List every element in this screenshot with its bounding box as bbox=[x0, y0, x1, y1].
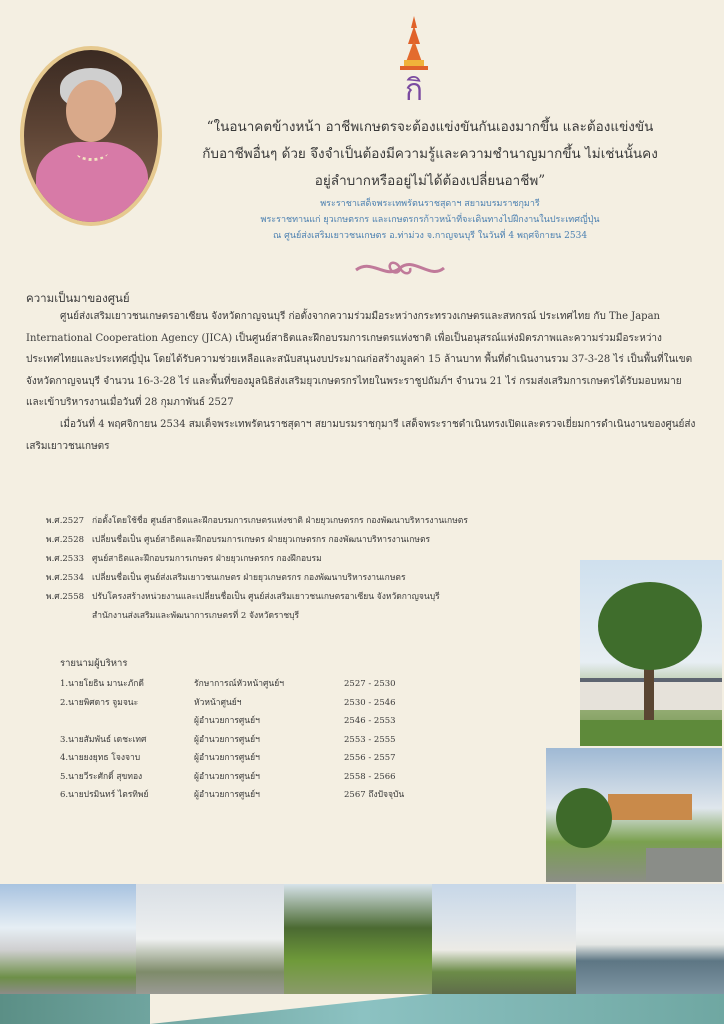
quote-line: อยู่ลำบากหรืออยู่ไม่ได้ต้องเปลี่ยนอาชีพ” bbox=[314, 173, 546, 189]
timeline-item bbox=[46, 531, 606, 550]
timeline-continuation: สำนักงานส่งเสริมและพัฒนาการเกษตรที่ 2 จังหวัดราชบุรี bbox=[92, 611, 300, 621]
admin-role: รักษาการณ์หัวหน้าศูนย์ฯ bbox=[194, 679, 284, 689]
admin-period: 2556 - 2557 bbox=[344, 753, 396, 763]
campus-photo-garden bbox=[284, 884, 432, 994]
admin-period: 2567 ถึงปัจจุบัน bbox=[344, 790, 405, 800]
tree-photo bbox=[580, 560, 722, 746]
admin-name: 1.นายโยธิน มานะภักดี bbox=[60, 679, 144, 689]
history-body bbox=[26, 306, 696, 457]
timeline-year: พ.ศ.2528 bbox=[46, 535, 85, 545]
credit-line: พระราชาเสด็จพระเทพรัตนราชสุดาฯ สยามบรมราชกุมารี bbox=[320, 199, 540, 209]
campus-photo-flags bbox=[0, 884, 136, 994]
admin-role: ผู้อำนวยการศูนย์ฯ bbox=[194, 716, 260, 726]
timeline-year: พ.ศ.2558 bbox=[46, 592, 85, 602]
campus-photo-pond bbox=[576, 884, 724, 994]
admin-row bbox=[60, 768, 454, 787]
admin-period: 2546 - 2553 bbox=[344, 716, 396, 726]
timeline-year: พ.ศ.2533 bbox=[46, 554, 85, 564]
credit-line: พระราชทานแก่ ยุวเกษตรกร และเกษตรกรก้าวหน้าที่จะเดินทางไปฝึกงานในประเทศญี่ปุ่น bbox=[260, 215, 600, 225]
timeline-text: เปลี่ยนชื่อเป็น ศูนย์สาธิตและฝึกอบรมการเกษตร ฝ่ายยุวเกษตรกร กองพัฒนาบริหารงานเกษตร bbox=[92, 535, 431, 545]
building-palm-photo bbox=[546, 748, 722, 882]
history-paragraph: เมื่อวันที่ 4 พฤศจิกายน 2534 สมเด็จพระเทพรัตนราชสุดาฯ สยามบรมราชกุมารี เสด็จพระราชดำเนินทรงเปิดและตรวจเยี่ยมการดำเนินงานของศูนย์ส่งเสริมเยาวชนเกษตร bbox=[26, 418, 696, 452]
admins-title: รายนามผู้บริหาร bbox=[60, 658, 128, 669]
admin-role: ผู้อำนวยการศูนย์ฯ bbox=[194, 734, 260, 745]
timeline-text: ปรับโครงสร้างหน่วยงานและเปลี่ยนชื่อเป็น ศูนย์ส่งเสริมเยาวชนเกษตรอาเซียน จังหวัดกาญจนบุรี bbox=[92, 592, 440, 602]
admin-row bbox=[60, 749, 454, 768]
admin-name: 5.นายวีระศักดิ์ สุขทอง bbox=[60, 771, 143, 782]
quote-credit bbox=[160, 196, 700, 244]
timeline-text: เปลี่ยนชื่อเป็น ศูนย์ส่งเสริมเยาวชนเกษตร ฝ่ายยุวเกษตรกร กองพัฒนาบริหารงานเกษตร bbox=[92, 573, 406, 583]
admin-period: 2530 - 2546 bbox=[344, 697, 396, 708]
timeline-list bbox=[46, 512, 606, 626]
quote-line: “ในอนาคตข้างหน้า อาชีพเกษตรจะต้องแข่งขันกันเองมากขึ้น และต้องแข่งขัน bbox=[206, 119, 654, 135]
admin-row bbox=[60, 694, 454, 713]
admins-list bbox=[60, 675, 454, 805]
decorative-swirl-icon bbox=[352, 254, 448, 284]
admin-role: หัวหน้าศูนย์ฯ bbox=[194, 697, 242, 708]
timeline-item bbox=[46, 512, 606, 531]
bottom-band bbox=[0, 994, 724, 1024]
timeline-year: พ.ศ.2534 bbox=[46, 573, 85, 583]
admin-row bbox=[60, 731, 454, 750]
timeline-year: พ.ศ.2527 bbox=[46, 516, 85, 526]
credit-line: ณ ศูนย์ส่งเสริมเยาวชนเกษตร อ.ท่าม่วง จ.กาญจนบุรี ในวันที่ 4 พฤศจิกายน 2534 bbox=[272, 231, 588, 241]
admin-name: 4.นายยงยุทธ โจงจาบ bbox=[60, 753, 141, 763]
admin-row bbox=[60, 712, 454, 731]
portrait-photo bbox=[20, 46, 162, 226]
admin-name: 6.นายปรมินทร์ ไตรทิพย์ bbox=[60, 790, 149, 800]
timeline-text: ก่อตั้งโดยใช้ชื่อ ศูนย์สาธิตและฝึกอบรมการเกษตรแห่งชาติ ฝ่ายยุวเกษตรกร กองพัฒนาบริหารงานเกษตร bbox=[92, 516, 468, 526]
quote-line: กับอาชีพอื่นๆ ด้วย จึงจำเป็นต้องมีความรู้และความชำนาญมากขึ้น ไม่เช่นนั้นคง bbox=[202, 146, 658, 162]
emblem-monogram: กิ bbox=[404, 73, 424, 108]
admin-period: 2558 - 2566 bbox=[344, 771, 396, 782]
history-title: ความเป็นมาของศูนย์ bbox=[26, 291, 130, 305]
campus-photo-hall bbox=[432, 884, 576, 994]
admin-period: 2527 - 2530 bbox=[344, 679, 396, 689]
royal-quote bbox=[160, 114, 700, 195]
admin-role: ผู้อำนวยการศูนย์ฯ bbox=[194, 790, 260, 800]
admin-name bbox=[60, 712, 194, 731]
admin-role: ผู้อำนวยการศูนย์ฯ bbox=[194, 771, 260, 782]
timeline-text: ศูนย์สาธิตและฝึกอบรมการเกษตร ฝ่ายยุวเกษตรกร กองฝึกอบรม bbox=[92, 554, 322, 564]
timeline-item bbox=[46, 569, 606, 588]
admin-row bbox=[60, 675, 454, 694]
history-paragraph: ศูนย์ส่งเสริมเยาวชนเกษตรอาเซียน จังหวัดกาญจนบุรี ก่อตั้งจากความร่วมมือระหว่างกระทรวงเกษตรและสหกรณ์ ประเทศไทย กับ The Japan International Cooperation Agency (JICA) เป็นศูนย์สาธิตและฝึกอบรมการเกษตรแห่งชาติ เพื่อเป็นอนุสรณ์แห่งมิตรภาพและความร่วมมือระหว่างประเทศไทยและประเทศญี่ปุ่น โดยได้รับความช่วยเหลือและสนับสนุนงบประมาณก่อสร้างมูลค่า 15 ล้านบาท พื้นที่ดำเนินงานรวม 37-3-28 ไร่ เป็นพื้นที่ในเขตจังหวัดกาญจนบุรี จำนวน 16-3-28 ไร่ และพื้นที่ของมูลนิธิส่งเสริมยุวเกษตรกรไทยในพระราชูปถัมภ์ฯ จำนวน 21 ไร่ กรมส่งเสริมการเกษตรได้รับมอบหมายและเข้าบริหารงานเมื่อวันที่ 28 กุมภาพันธ์ 2527 bbox=[26, 311, 693, 409]
admin-period: 2553 - 2555 bbox=[344, 734, 396, 745]
admin-name: 3.นายสัมพันธ์ เดชะเทศ bbox=[60, 734, 147, 745]
timeline-item bbox=[46, 588, 606, 607]
admin-row bbox=[60, 786, 454, 805]
royal-emblem-icon bbox=[394, 14, 434, 108]
timeline-item bbox=[46, 550, 606, 569]
admin-role: ผู้อำนวยการศูนย์ฯ bbox=[194, 753, 260, 763]
campus-photo-building bbox=[136, 884, 284, 994]
admin-name: 2.นายพิศดาร จูมจนะ bbox=[60, 697, 139, 708]
